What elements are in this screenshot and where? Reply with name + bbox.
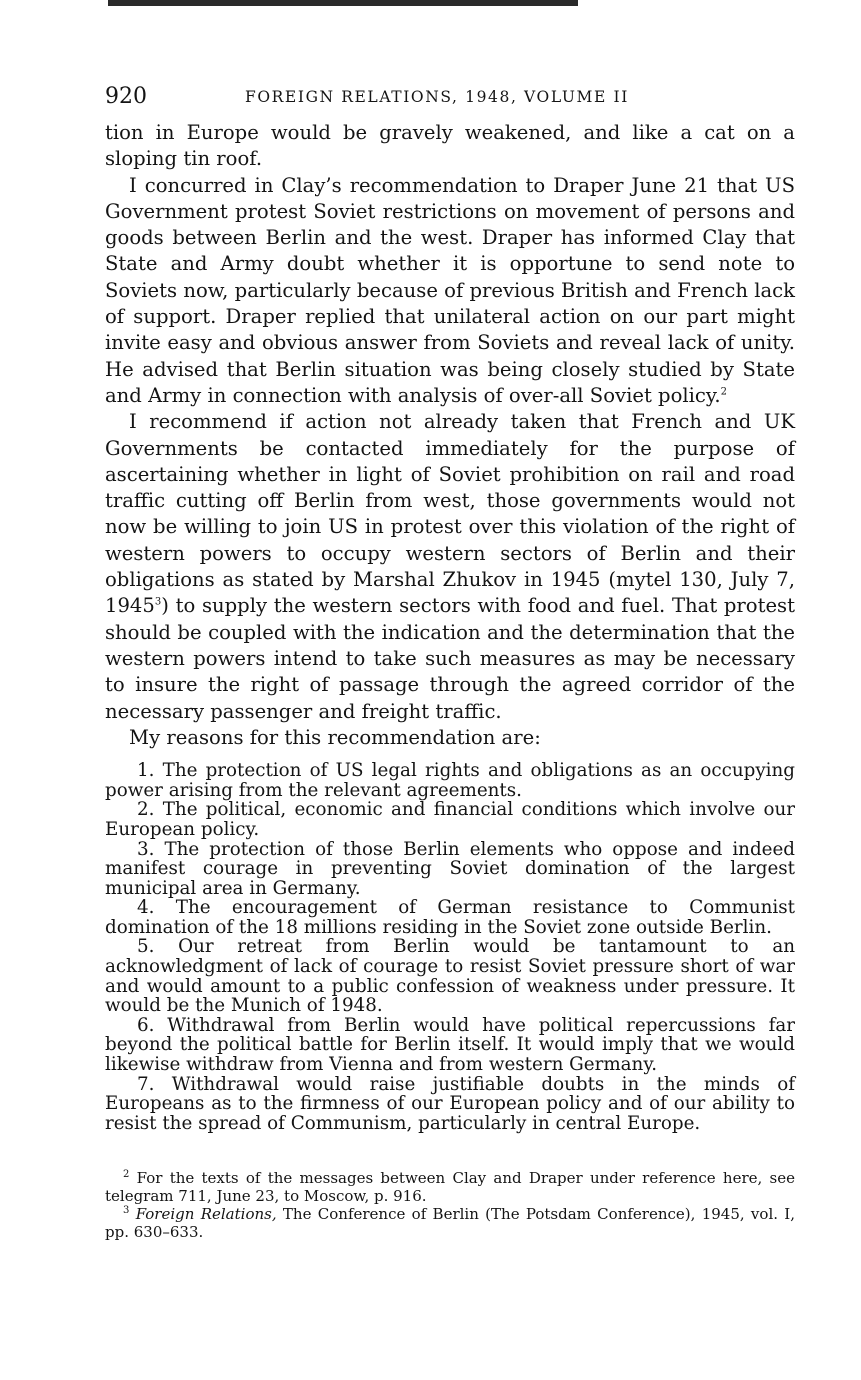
- paragraph-3: [105, 409, 795, 725]
- reasons-list: [105, 761, 795, 1133]
- paragraph-1: tion in Europe would be gravely weakened, and like a cat on a sloping tin roof.: [105, 121, 795, 171]
- paragraph-3-text: I recommend if action not already taken that French and UK Governments be contacted immediately for the purpose of ascertaining whether in light of Soviet prohibition on rail and road traffic cutting off Berlin from west, those governments would not now be willing to join US in protest over this violation of the right of western powers to occupy western sectors of Berlin and their obligations as stated by Marshal Zhukov in 1945 (mytel 130, July 7, 1945: [105, 410, 795, 618]
- footnote-ref-3: 3: [154, 596, 162, 608]
- footnote-3-text: The Conference of Berlin (The Potsdam Conference), 1945, vol. I, pp. 630–633.: [105, 1205, 796, 1242]
- paragraph-2-text: I concurred in Clay’s recommendation to Draper June 21 that US Government protest Soviet restrictions on movement of persons and goods between Berlin and the west. Draper has informed Clay that State and Army doubt whether it is opportune to send note to Soviets now, particularly because of previous British and French lack of support. Draper replied that unilateral action on our part might invite easy and obvious answer from Soviets and reveal lack of unity. He advised that Berlin situation was being closely studied by State and Army in connection with analysis of over-all Soviet policy.: [105, 173, 795, 407]
- footnote-2: [105, 1169, 795, 1205]
- page-number: 920: [105, 84, 147, 109]
- footnote-ref-2: 2: [720, 386, 727, 398]
- reason-item-7: 7. Withdrawal would raise justifiable doubts in the minds of Europeans as to the firmness of our European policy and of our ability to resist the spread of Communism, particularly in central Europe.: [105, 1073, 795, 1134]
- document-page: [105, 84, 795, 1241]
- footnote-3-mark: 3: [123, 1205, 130, 1217]
- reason-item-5: 5. Our retreat from Berlin would be tantamount to an acknowledgment of lack of courage to resist Soviet pressure short of war and would amount to a public confession of weakness under pressure. It would be the Munich of 1948.: [105, 936, 795, 1017]
- footnotes: [105, 1169, 795, 1241]
- paragraph-3-continuation: ) to supply the western sectors with food and fuel. That protest should be coupled with the indication and the determination that the western powers intend to take such measures as may be necessary to insure the right of passage through the agreed corridor of the necessary passenger and freight traffic.: [105, 594, 795, 723]
- footnote-2-text: For the texts of the messages between Clay and Draper under reference here, see telegram 711, June 23, to Moscow, p. 916.: [105, 1169, 795, 1206]
- footnote-3-title: Foreign Relations,: [135, 1205, 277, 1224]
- reason-item-3: 3. The protection of those Berlin elements who oppose and indeed manifest courage in preventing Soviet domination of the largest municipal area in Germany.: [105, 838, 795, 899]
- top-rule: [108, 0, 578, 6]
- page-header: [105, 84, 795, 120]
- paragraph-2: [105, 173, 795, 410]
- paragraph-4: My reasons for this recommendation are:: [129, 725, 541, 749]
- running-head: FOREIGN RELATIONS, 1948, VOLUME II: [245, 88, 629, 106]
- reason-item-6: 6. Withdrawal from Berlin would have political repercussions far beyond the political battle for Berlin itself. It would imply that we would likewise withdraw from Vienna and from western Germany.: [105, 1014, 795, 1076]
- reason-item-4: 4. The encouragement of German resistance to Communist domination of the 18 millions residing in the Soviet zone outside Berlin.: [105, 897, 795, 938]
- body-text: [105, 120, 795, 751]
- reason-item-2: 2. The political, economic and financial conditions which involve our European policy.: [105, 799, 795, 840]
- footnote-2-mark: 2: [123, 1169, 130, 1181]
- footnote-3: [105, 1205, 795, 1241]
- reason-item-1: 1. The protection of US legal rights and obligations as an occupying power arising from the relevant agreements.: [105, 760, 795, 801]
